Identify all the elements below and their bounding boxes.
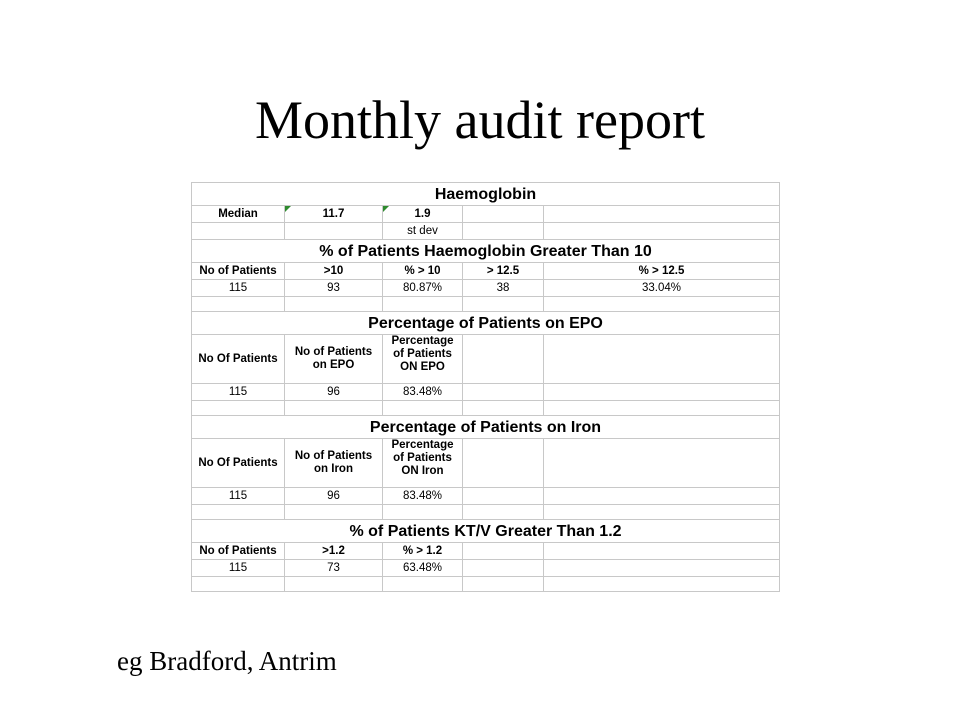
empty-cell — [463, 335, 544, 384]
audit-spreadsheet — [191, 182, 780, 592]
empty-cell — [285, 401, 383, 416]
empty-cell — [463, 543, 544, 560]
table-cell: 115 — [192, 560, 285, 577]
column-header: % > 10 — [383, 263, 463, 280]
empty-cell — [463, 505, 544, 520]
table-cell: 83.48% — [383, 384, 463, 401]
column-header: No of Patients — [192, 263, 285, 280]
st-dev-label: st dev — [383, 223, 463, 240]
table-cell: 83.48% — [383, 488, 463, 505]
table-cell: 115 — [192, 280, 285, 297]
column-header: Percentage of Patients ON EPO — [383, 335, 463, 384]
empty-cell — [285, 223, 383, 240]
table-cell: 38 — [463, 280, 544, 297]
empty-cell — [383, 401, 463, 416]
column-header: No of Patients on Iron — [285, 439, 383, 488]
empty-cell — [383, 577, 463, 592]
slide-title: Monthly audit report — [255, 90, 705, 150]
empty-cell — [463, 577, 544, 592]
empty-cell — [544, 543, 780, 560]
column-header: No Of Patients — [192, 335, 285, 384]
empty-cell — [463, 401, 544, 416]
table-cell: 96 — [285, 488, 383, 505]
column-header: >1.2 — [285, 543, 383, 560]
empty-cell — [192, 577, 285, 592]
footer-note: eg Bradford, Antrim — [117, 646, 337, 676]
ktv-heading: % of Patients KT/V Greater Than 1.2 — [192, 520, 780, 543]
empty-cell — [544, 206, 780, 223]
empty-cell — [192, 223, 285, 240]
empty-cell — [285, 505, 383, 520]
empty-cell — [544, 335, 780, 384]
table-cell: 63.48% — [383, 560, 463, 577]
epo-heading: Percentage of Patients on EPO — [192, 312, 780, 335]
haemoglobin-heading: Haemoglobin — [192, 183, 780, 206]
empty-cell — [463, 439, 544, 488]
column-header: Percentage of Patients ON Iron — [383, 439, 463, 488]
empty-cell — [544, 297, 780, 312]
empty-cell — [463, 206, 544, 223]
table-cell: 115 — [192, 384, 285, 401]
table-cell: 73 — [285, 560, 383, 577]
empty-cell — [544, 488, 780, 505]
table-cell: 93 — [285, 280, 383, 297]
empty-cell — [192, 401, 285, 416]
column-header: > 12.5 — [463, 263, 544, 280]
column-header: % > 12.5 — [544, 263, 780, 280]
hb-over-10-heading: % of Patients Haemoglobin Greater Than 10 — [192, 240, 780, 263]
st-dev-value: 1.9 — [383, 206, 463, 223]
median-value: 11.7 — [285, 206, 383, 223]
empty-cell — [285, 577, 383, 592]
empty-cell — [544, 384, 780, 401]
column-header: >10 — [285, 263, 383, 280]
column-header: No of Patients — [192, 543, 285, 560]
empty-cell — [463, 560, 544, 577]
iron-heading: Percentage of Patients on Iron — [192, 416, 780, 439]
empty-cell — [544, 505, 780, 520]
empty-cell — [463, 297, 544, 312]
table-cell: 115 — [192, 488, 285, 505]
empty-cell — [544, 560, 780, 577]
empty-cell — [192, 505, 285, 520]
empty-cell — [544, 401, 780, 416]
empty-cell — [285, 297, 383, 312]
empty-cell — [544, 577, 780, 592]
table-cell: 80.87% — [383, 280, 463, 297]
median-label: Median — [192, 206, 285, 223]
empty-cell — [544, 223, 780, 240]
column-header: % > 1.2 — [383, 543, 463, 560]
table-cell: 33.04% — [544, 280, 780, 297]
empty-cell — [192, 297, 285, 312]
empty-cell — [383, 297, 463, 312]
column-header: No of Patients on EPO — [285, 335, 383, 384]
empty-cell — [463, 223, 544, 240]
empty-cell — [544, 439, 780, 488]
empty-cell — [463, 488, 544, 505]
empty-cell — [383, 505, 463, 520]
column-header: No Of Patients — [192, 439, 285, 488]
table-cell: 96 — [285, 384, 383, 401]
empty-cell — [463, 384, 544, 401]
